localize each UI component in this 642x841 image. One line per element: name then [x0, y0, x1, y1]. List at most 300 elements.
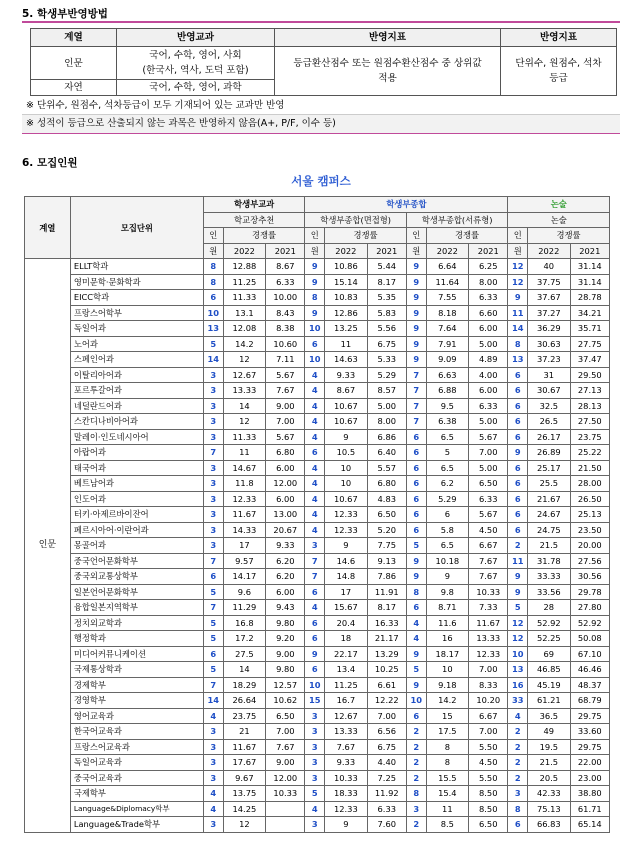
quota-cell: 6 [406, 429, 426, 445]
quota-cell: 12 [508, 259, 528, 275]
competition-cell: 9.80 [266, 615, 305, 631]
competition-cell: 9.00 [266, 398, 305, 414]
competition-cell: 17.2 [223, 631, 266, 647]
competition-cell: 61.21 [528, 693, 571, 709]
competition-cell: 20.5 [528, 770, 571, 786]
unit-name-cell: 한국어교육과 [70, 724, 203, 740]
t1-subjects-humanities: 국어, 수학, 영어, 사회 (한국사, 역사, 도덕 포함) [117, 47, 275, 80]
competition-cell: 24.67 [528, 507, 571, 523]
quota-cell: 3 [305, 817, 325, 833]
competition-cell: 8.18 [426, 305, 469, 321]
competition-cell: 6.00 [266, 584, 305, 600]
header-year-2022: 2022 [528, 243, 571, 259]
quota-cell: 6 [406, 600, 426, 616]
competition-cell: 31.14 [570, 259, 609, 275]
quota-cell: 6 [203, 646, 223, 662]
competition-cell: 10.60 [266, 336, 305, 352]
quota-cell: 13 [508, 352, 528, 368]
quota-cell: 9 [406, 677, 426, 693]
quota-cell: 6 [508, 414, 528, 430]
quota-cell: 3 [203, 522, 223, 538]
quota-cell: 6 [508, 817, 528, 833]
quota-cell: 10 [305, 677, 325, 693]
competition-cell: 14.2 [223, 336, 266, 352]
competition-cell: 36.5 [528, 708, 571, 724]
quota-cell: 3 [305, 755, 325, 771]
competition-cell: 26.17 [528, 429, 571, 445]
competition-cell: 6.33 [367, 801, 406, 817]
competition-cell: 34.21 [570, 305, 609, 321]
competition-cell: 7.67 [266, 383, 305, 399]
competition-cell [266, 801, 305, 817]
competition-cell: 18.17 [426, 646, 469, 662]
competition-cell: 27.56 [570, 553, 609, 569]
header-group-2: 학생부종합 [305, 197, 508, 213]
competition-cell: 29.50 [570, 367, 609, 383]
quota-cell: 6 [508, 398, 528, 414]
table-row [25, 677, 610, 693]
competition-cell: 20.00 [570, 538, 609, 554]
competition-cell: 9.8 [426, 584, 469, 600]
competition-cell: 7.00 [266, 414, 305, 430]
quota-cell: 4 [305, 491, 325, 507]
competition-cell: 10.25 [367, 662, 406, 678]
competition-cell: 12.67 [325, 708, 368, 724]
quota-cell: 6 [406, 445, 426, 461]
quota-cell: 4 [305, 507, 325, 523]
header-quota-top: 인 [406, 228, 426, 244]
unit-name-cell: 태국어과 [70, 460, 203, 476]
competition-cell: 5.00 [469, 460, 508, 476]
competition-cell: 7.00 [469, 724, 508, 740]
competition-cell: 6.25 [469, 259, 508, 275]
quota-cell: 9 [508, 445, 528, 461]
competition-cell: 5.20 [367, 522, 406, 538]
header-sub-4: 논술 [508, 212, 610, 228]
quota-cell: 6 [406, 708, 426, 724]
header-sub-2: 학생부종합(면접형) [305, 212, 406, 228]
unit-name-cell: 인도어과 [70, 491, 203, 507]
competition-cell: 35.71 [570, 321, 609, 337]
table-row [25, 569, 610, 585]
competition-cell: 10.67 [325, 414, 368, 430]
quota-cell: 5 [203, 662, 223, 678]
competition-cell: 9 [426, 569, 469, 585]
table-row [25, 584, 610, 600]
competition-cell: 7.67 [266, 739, 305, 755]
quota-cell: 4 [305, 476, 325, 492]
quota-cell: 6 [508, 429, 528, 445]
t1-index2: 단위수, 원점수, 석차등급 [501, 47, 617, 96]
table-row [25, 336, 610, 352]
quota-cell: 2 [508, 770, 528, 786]
competition-cell: 6.5 [426, 429, 469, 445]
competition-cell: 12.33 [223, 491, 266, 507]
competition-cell: 8.57 [367, 383, 406, 399]
competition-cell: 6 [426, 507, 469, 523]
competition-cell: 14.2 [426, 693, 469, 709]
competition-cell: 12.33 [325, 522, 368, 538]
quota-cell: 14 [203, 693, 223, 709]
competition-cell: 42.33 [528, 786, 571, 802]
table-row [25, 460, 610, 476]
quota-cell: 9 [406, 336, 426, 352]
table-row [25, 817, 610, 833]
quota-cell: 8 [203, 259, 223, 275]
unit-name-cell: 이탈리아어과 [70, 367, 203, 383]
competition-cell: 10 [325, 476, 368, 492]
category-cell: 인문 [25, 259, 71, 833]
quota-cell: 9 [305, 259, 325, 275]
quota-cell: 4 [305, 522, 325, 538]
competition-cell: 7.55 [426, 290, 469, 306]
competition-cell: 11.8 [223, 476, 266, 492]
table-row [25, 770, 610, 786]
competition-cell: 6.56 [367, 724, 406, 740]
quota-cell: 3 [406, 801, 426, 817]
competition-cell: 20.4 [325, 615, 368, 631]
competition-cell: 14.25 [223, 801, 266, 817]
quota-cell: 12 [508, 274, 528, 290]
competition-cell: 33.56 [528, 584, 571, 600]
t1-index: 등급환산점수 또는 원점수환산점수 중 상위값 적용 [275, 47, 501, 96]
table-row [25, 600, 610, 616]
competition-cell: 6.00 [469, 383, 508, 399]
competition-cell: 5.67 [266, 367, 305, 383]
header-quota-top: 인 [508, 228, 528, 244]
quota-cell: 3 [508, 786, 528, 802]
competition-cell: 7.75 [367, 538, 406, 554]
competition-cell: 7.86 [367, 569, 406, 585]
quota-cell: 9 [406, 352, 426, 368]
header-sub-3: 학생부종합(서류형) [406, 212, 507, 228]
header-competition: 경쟁률 [528, 228, 610, 244]
section6-title: 6. 모집인원 [22, 157, 78, 169]
quota-cell: 4 [406, 615, 426, 631]
quota-cell: 5 [203, 615, 223, 631]
unit-name-cell: 중국외교통상학부 [70, 569, 203, 585]
quota-cell: 3 [305, 538, 325, 554]
competition-cell: 10.20 [469, 693, 508, 709]
quota-cell: 8 [406, 584, 426, 600]
quota-cell: 2 [406, 770, 426, 786]
competition-cell: 14 [223, 662, 266, 678]
competition-cell: 9.33 [266, 538, 305, 554]
competition-cell: 29.78 [570, 584, 609, 600]
competition-cell: 11 [426, 801, 469, 817]
competition-cell: 18.29 [223, 677, 266, 693]
competition-cell: 10.33 [325, 770, 368, 786]
quota-cell: 13 [508, 662, 528, 678]
competition-cell: 8.17 [367, 274, 406, 290]
competition-cell: 21.5 [528, 538, 571, 554]
table-row [25, 553, 610, 569]
competition-cell: 10 [325, 460, 368, 476]
quota-cell: 6 [406, 522, 426, 538]
table-row [25, 801, 610, 817]
competition-cell: 10.62 [266, 693, 305, 709]
quota-cell: 7 [203, 600, 223, 616]
quota-cell: 4 [305, 367, 325, 383]
quota-cell: 2 [508, 724, 528, 740]
competition-cell: 12 [223, 817, 266, 833]
competition-cell: 21.5 [528, 755, 571, 771]
competition-cell: 11.67 [469, 615, 508, 631]
header-group-1: 학생부교과 [203, 197, 304, 213]
quota-cell: 3 [203, 476, 223, 492]
quota-cell: 5 [203, 584, 223, 600]
competition-cell: 4.89 [469, 352, 508, 368]
quota-cell: 6 [406, 460, 426, 476]
quota-cell: 8 [508, 801, 528, 817]
competition-cell: 13.4 [325, 662, 368, 678]
quota-cell: 9 [406, 321, 426, 337]
quota-cell: 9 [406, 569, 426, 585]
unit-name-cell: 영어교육과 [70, 708, 203, 724]
competition-cell: 12.57 [266, 677, 305, 693]
unit-name-cell: Language&Trade학부 [70, 817, 203, 833]
competition-cell: 9.57 [223, 553, 266, 569]
competition-cell: 15.67 [325, 600, 368, 616]
competition-cell: 26.50 [570, 491, 609, 507]
quota-cell: 9 [406, 274, 426, 290]
quota-cell: 8 [305, 290, 325, 306]
table-row [25, 491, 610, 507]
quota-cell: 9 [305, 274, 325, 290]
quota-cell: 3 [203, 755, 223, 771]
quota-cell: 3 [203, 739, 223, 755]
competition-cell: 26.89 [528, 445, 571, 461]
competition-cell: 12.22 [367, 693, 406, 709]
competition-cell: 65.14 [570, 817, 609, 833]
competition-cell: 23.50 [570, 522, 609, 538]
competition-cell: 17.67 [223, 755, 266, 771]
competition-cell: 14.6 [325, 553, 368, 569]
competition-cell: 69 [528, 646, 571, 662]
competition-cell: 11.25 [325, 677, 368, 693]
competition-cell: 7.25 [367, 770, 406, 786]
quota-cell: 2 [406, 755, 426, 771]
quota-cell: 6 [508, 507, 528, 523]
quota-cell: 3 [305, 770, 325, 786]
competition-cell: 6.20 [266, 553, 305, 569]
quota-cell: 6 [305, 336, 325, 352]
competition-cell: 14.33 [223, 522, 266, 538]
competition-cell: 21.67 [528, 491, 571, 507]
competition-cell: 6.38 [426, 414, 469, 430]
unit-name-cell: Language&Diplomacy학부 [70, 801, 203, 817]
header-year-2022: 2022 [325, 243, 368, 259]
quota-cell: 4 [305, 398, 325, 414]
unit-name-cell: 행정학과 [70, 631, 203, 647]
quota-cell: 3 [203, 507, 223, 523]
competition-cell: 31.14 [570, 274, 609, 290]
competition-cell: 23.00 [570, 770, 609, 786]
competition-cell: 7.67 [469, 553, 508, 569]
header-competition: 경쟁률 [325, 228, 407, 244]
header-year-2021: 2021 [266, 243, 305, 259]
competition-cell: 46.46 [570, 662, 609, 678]
competition-cell: 19.5 [528, 739, 571, 755]
competition-cell: 15 [426, 708, 469, 724]
header-quota-bottom: 원 [406, 243, 426, 259]
t1-subjects-science: 국어, 수학, 영어, 과학 [117, 80, 275, 96]
competition-cell: 37.27 [528, 305, 571, 321]
header-year-2021: 2021 [367, 243, 406, 259]
header-competition: 경쟁률 [426, 228, 508, 244]
competition-cell: 25.22 [570, 445, 609, 461]
competition-cell: 8 [426, 755, 469, 771]
competition-cell: 9 [325, 429, 368, 445]
quota-cell: 6 [203, 290, 223, 306]
competition-cell: 9.67 [223, 770, 266, 786]
competition-cell: 6.64 [426, 259, 469, 275]
competition-cell: 8.50 [469, 801, 508, 817]
competition-cell: 28 [528, 600, 571, 616]
competition-cell: 11.64 [426, 274, 469, 290]
competition-cell: 6.50 [469, 817, 508, 833]
competition-cell: 5.33 [367, 352, 406, 368]
competition-cell: 14.8 [325, 569, 368, 585]
quota-cell: 7 [406, 414, 426, 430]
competition-cell: 11.25 [223, 274, 266, 290]
unit-name-cell: 독일어교육과 [70, 755, 203, 771]
competition-cell: 61.71 [570, 801, 609, 817]
quota-cell: 6 [406, 491, 426, 507]
unit-name-cell: 중국어교육과 [70, 770, 203, 786]
unit-name-cell: EICC학과 [70, 290, 203, 306]
competition-cell: 7.00 [469, 445, 508, 461]
quota-cell: 6 [305, 584, 325, 600]
quota-cell: 10 [406, 693, 426, 709]
competition-cell: 9.00 [266, 646, 305, 662]
quota-cell: 10 [508, 646, 528, 662]
competition-cell: 27.13 [570, 383, 609, 399]
competition-cell: 11 [325, 336, 368, 352]
quota-cell: 14 [203, 352, 223, 368]
competition-cell: 15.5 [426, 770, 469, 786]
competition-cell: 6.67 [469, 538, 508, 554]
competition-cell: 5.00 [367, 398, 406, 414]
table-row [25, 522, 610, 538]
competition-cell: 52.25 [528, 631, 571, 647]
table-row [25, 646, 610, 662]
competition-cell: 7.11 [266, 352, 305, 368]
table-row [25, 739, 610, 755]
unit-name-cell: 프랑스어교육과 [70, 739, 203, 755]
competition-cell: 9.18 [426, 677, 469, 693]
quota-cell: 5 [203, 336, 223, 352]
quota-cell: 7 [406, 367, 426, 383]
unit-name-cell: 네덜란드어과 [70, 398, 203, 414]
unit-name-cell: 스페인어과 [70, 352, 203, 368]
quota-cell: 6 [508, 476, 528, 492]
competition-cell: 5.44 [367, 259, 406, 275]
competition-cell: 10.86 [325, 259, 368, 275]
quota-cell: 4 [305, 600, 325, 616]
quota-cell: 3 [203, 383, 223, 399]
competition-cell: 16.7 [325, 693, 368, 709]
competition-cell: 26.5 [528, 414, 571, 430]
quota-cell: 6 [305, 615, 325, 631]
competition-cell: 10.83 [325, 290, 368, 306]
header-quota-bottom: 원 [305, 243, 325, 259]
competition-cell: 8.17 [367, 600, 406, 616]
quota-cell: 3 [203, 460, 223, 476]
competition-cell: 6.5 [426, 460, 469, 476]
competition-cell: 27.50 [570, 414, 609, 430]
quota-cell: 16 [508, 677, 528, 693]
competition-cell: 12 [223, 352, 266, 368]
campus-title: 서울 캠퍼스 [291, 174, 351, 188]
competition-cell: 7.00 [367, 708, 406, 724]
competition-cell: 8.43 [266, 305, 305, 321]
competition-cell: 13.33 [223, 383, 266, 399]
competition-cell: 5.83 [367, 305, 406, 321]
competition-cell: 6.88 [426, 383, 469, 399]
competition-cell: 6.50 [367, 507, 406, 523]
quota-cell: 3 [305, 739, 325, 755]
quota-cell: 3 [203, 770, 223, 786]
note-2: ※ 성적이 등급으로 산출되지 않는 과목은 반영하지 않음(A+, P/F, 이수 등) [22, 115, 620, 133]
quota-cell: 3 [203, 414, 223, 430]
unit-name-cell: 경제학부 [70, 677, 203, 693]
quota-cell: 3 [305, 724, 325, 740]
table-row [25, 662, 610, 678]
quota-cell: 7 [406, 383, 426, 399]
unit-name-cell: 국제통상학과 [70, 662, 203, 678]
competition-cell: 25.13 [570, 507, 609, 523]
unit-name-cell: 중국언어문화학부 [70, 553, 203, 569]
competition-cell: 75.13 [528, 801, 571, 817]
competition-cell: 15.14 [325, 274, 368, 290]
quota-cell: 2 [406, 724, 426, 740]
table-row [25, 274, 610, 290]
competition-cell: 13.1 [223, 305, 266, 321]
competition-cell: 6.80 [266, 445, 305, 461]
competition-cell: 11.29 [223, 600, 266, 616]
unit-name-cell: 정치외교학과 [70, 615, 203, 631]
competition-cell: 10.67 [325, 398, 368, 414]
competition-cell: 48.37 [570, 677, 609, 693]
competition-cell: 6.63 [426, 367, 469, 383]
quota-cell: 6 [305, 662, 325, 678]
competition-cell: 27.5 [223, 646, 266, 662]
competition-cell: 18 [325, 631, 368, 647]
competition-cell: 46.85 [528, 662, 571, 678]
table-row [25, 538, 610, 554]
competition-cell: 8.50 [469, 786, 508, 802]
competition-cell: 26.64 [223, 693, 266, 709]
unit-name-cell: 아랍어과 [70, 445, 203, 461]
quota-cell: 15 [305, 693, 325, 709]
unit-name-cell: 노어과 [70, 336, 203, 352]
competition-cell: 10.00 [266, 290, 305, 306]
competition-cell: 13.00 [266, 507, 305, 523]
competition-cell: 12.00 [266, 770, 305, 786]
quota-cell: 2 [508, 538, 528, 554]
table-row [25, 290, 610, 306]
competition-cell: 12.33 [325, 507, 368, 523]
competition-cell: 27.80 [570, 600, 609, 616]
competition-cell: 25.17 [528, 460, 571, 476]
t1-header-index: 반영지표 [275, 29, 501, 47]
quota-cell: 2 [508, 739, 528, 755]
competition-cell: 32.5 [528, 398, 571, 414]
competition-cell: 13.75 [223, 786, 266, 802]
competition-cell: 7.67 [469, 569, 508, 585]
competition-cell: 11.33 [223, 290, 266, 306]
